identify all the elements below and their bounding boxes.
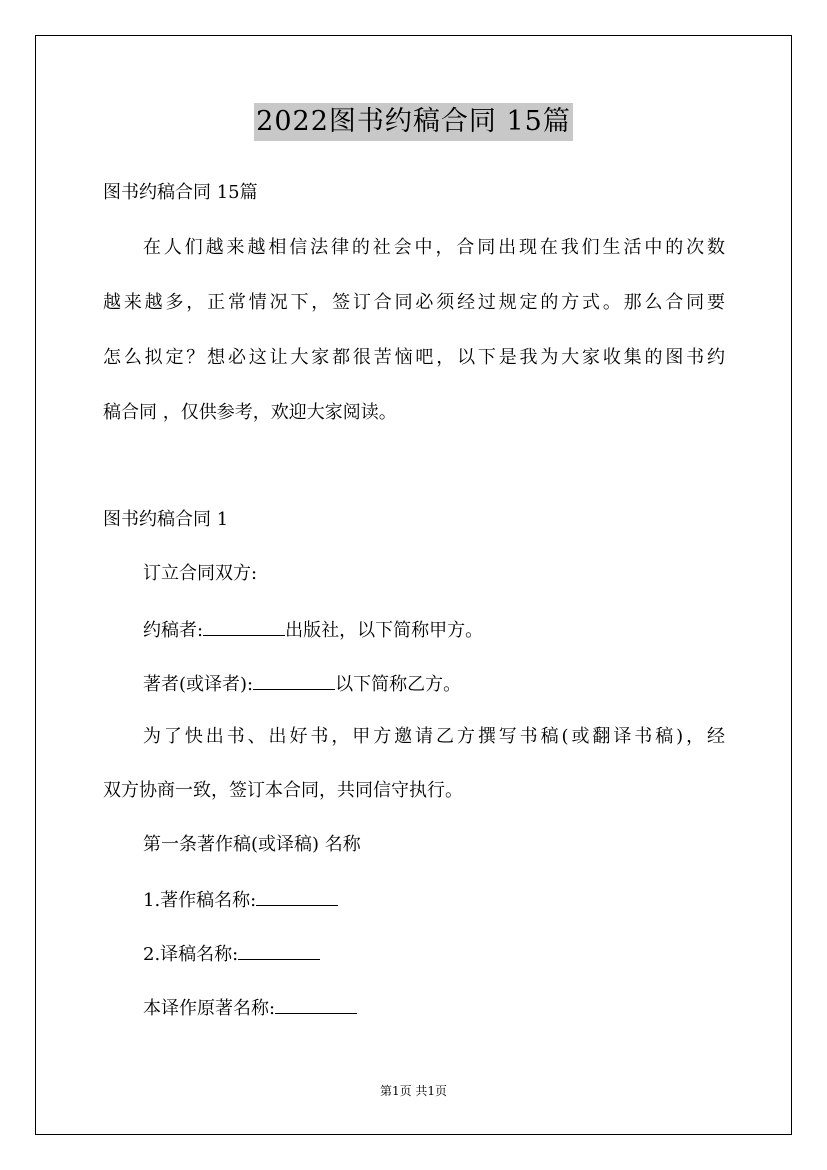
- party-a-line: [143, 617, 483, 643]
- page-footer: 第1页 共1页: [379, 1084, 448, 1098]
- item-2-blank: [238, 941, 320, 960]
- party-b-label: 著者(或译者):: [143, 674, 254, 695]
- item-1-label: 1.著作稿名称:: [143, 890, 257, 911]
- document-title-wrap: [0, 103, 827, 141]
- item-1-blank: [256, 887, 338, 906]
- purpose-line-1: 为了快出书、出好书，甲方邀请乙方撰写书稿(或翻译书稿)，经: [143, 726, 725, 747]
- party-b-line: [143, 671, 461, 697]
- party-a-label: 约稿者:: [143, 620, 204, 641]
- item-3-line: [143, 995, 357, 1021]
- intro-line-2: 越来越多，正常情况下，签订合同必须经过规定的方式。那么合同要: [103, 292, 725, 313]
- parties-heading: 订立合同双方:: [143, 563, 258, 584]
- intro-line-1: 在人们越来越相信法律的社会中，合同出现在我们生活中的次数: [143, 237, 725, 258]
- item-2-line: [143, 941, 320, 967]
- article-1-heading: 第一条著作稿(或译稿) 名称: [143, 834, 361, 855]
- party-b-suffix: 以下简称乙方。: [335, 674, 462, 695]
- party-a-blank: [203, 617, 285, 636]
- intro-line-3: 怎么拟定？想必这让大家都很苦恼吧，以下是我为大家收集的图书约: [103, 347, 725, 368]
- party-a-suffix: 出版社，以下简称甲方。: [285, 620, 484, 641]
- party-b-blank: [253, 671, 335, 690]
- item-3-label: 本译作原著名称:: [143, 998, 276, 1019]
- item-2-label: 2.译稿名称:: [143, 944, 239, 965]
- document-title: 2022图书约稿合同 15篇: [254, 103, 573, 141]
- purpose-line-2: 双方协商一致，签订本合同，共同信守执行。: [103, 780, 463, 801]
- item-1-line: [143, 887, 338, 913]
- section-title: 图书约稿合同 1: [103, 509, 229, 530]
- item-3-blank: [275, 995, 357, 1014]
- intro-line-4: 稿合同 ，仅供参考，欢迎大家阅读。: [103, 402, 397, 423]
- subtitle: 图书约稿合同 15篇: [103, 182, 258, 203]
